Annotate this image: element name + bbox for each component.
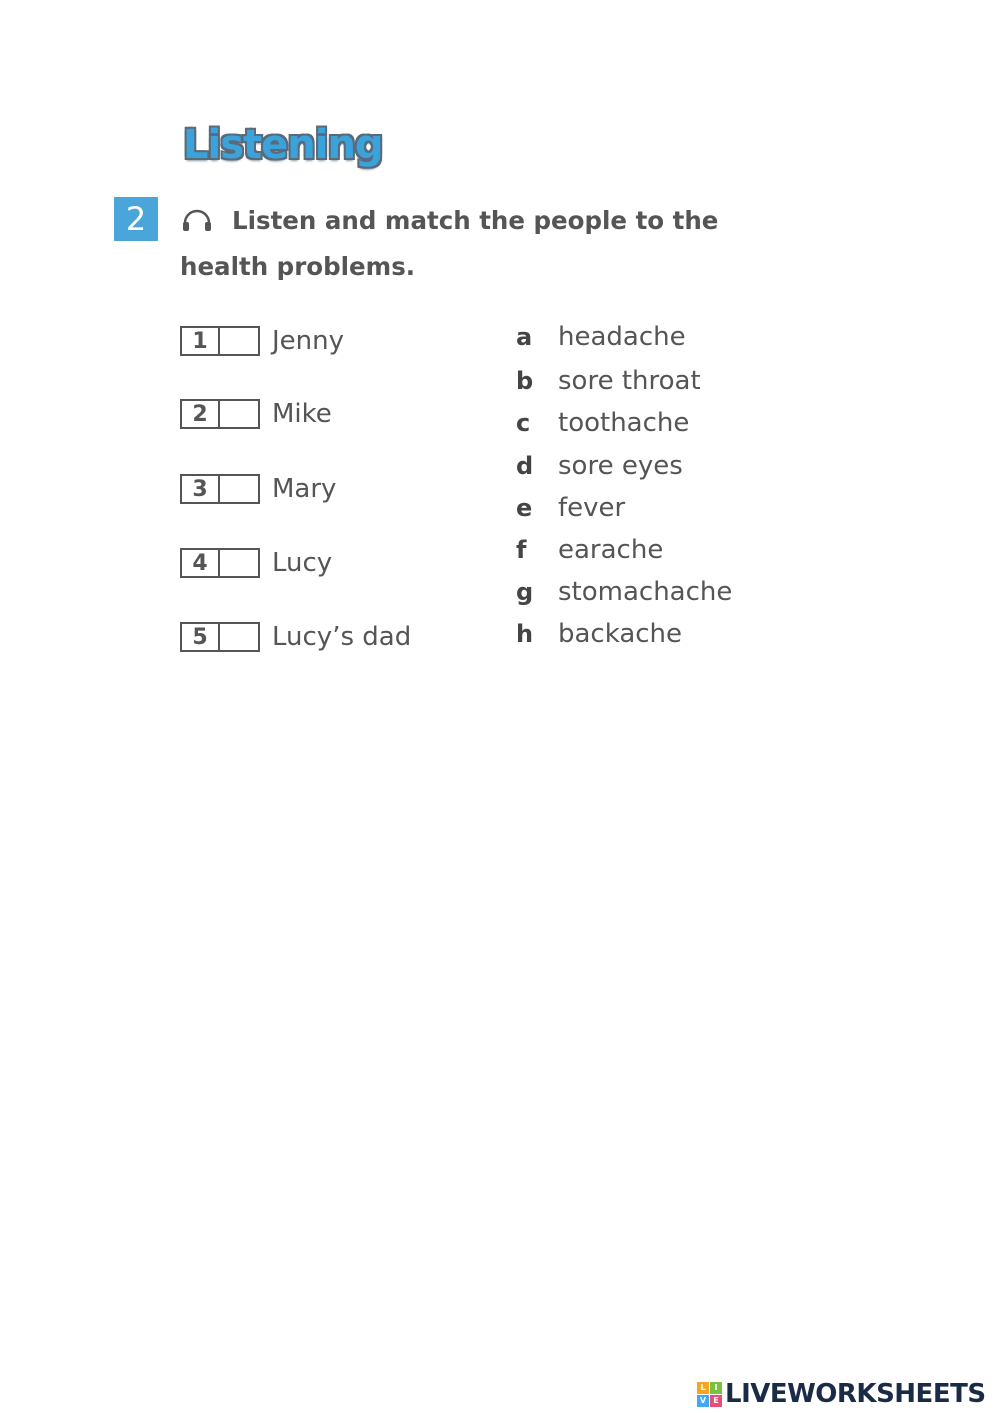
exercise-instruction: Listen and match the people to the health problems. — [180, 206, 719, 281]
person-name: Mary — [272, 474, 337, 504]
person-row — [180, 324, 344, 358]
person-number: 3 — [182, 476, 220, 502]
logo-text: LIVEWORKSHEETS — [725, 1379, 986, 1409]
person-number: 5 — [182, 624, 220, 650]
answer-box — [180, 474, 260, 504]
problem-text: fever — [558, 493, 626, 523]
answer-box — [180, 399, 260, 429]
problem-item — [516, 493, 625, 523]
answer-input[interactable] — [220, 401, 258, 427]
person-number: 2 — [182, 401, 220, 427]
answer-input[interactable] — [220, 476, 258, 502]
liveworksheets-logo — [697, 1380, 986, 1408]
person-number: 4 — [182, 550, 220, 576]
answer-input[interactable] — [220, 550, 258, 576]
person-row — [180, 546, 332, 580]
problem-letter: b — [516, 367, 534, 395]
logo-mark-letter: I — [710, 1382, 722, 1394]
problem-text: earache — [558, 535, 664, 565]
problem-item — [516, 451, 683, 481]
logo-mark-letter: L — [697, 1382, 709, 1394]
problem-text: sore throat — [558, 366, 701, 396]
answer-input[interactable] — [220, 328, 258, 354]
person-name: Lucy’s dad — [272, 622, 412, 652]
problem-text: sore eyes — [558, 451, 683, 481]
person-name: Lucy — [272, 548, 333, 578]
person-row — [180, 472, 336, 506]
problem-letter: a — [516, 323, 533, 351]
problem-item — [516, 619, 682, 649]
problem-text: headache — [558, 322, 686, 352]
problem-letter: h — [516, 620, 534, 648]
person-row — [180, 620, 411, 654]
person-name: Mike — [272, 399, 332, 429]
answer-input[interactable] — [220, 624, 258, 650]
section-title: Listening — [183, 122, 383, 168]
problem-text: backache — [558, 619, 683, 649]
problem-letter: f — [516, 536, 527, 564]
person-row — [180, 397, 332, 431]
logo-mark-icon — [697, 1382, 721, 1406]
problem-letter: g — [516, 578, 534, 606]
problem-letter: e — [516, 494, 533, 522]
answer-box — [180, 622, 260, 652]
logo-mark-letter: V — [697, 1395, 709, 1407]
exercise-number: 2 — [114, 197, 158, 241]
problem-text: toothache — [558, 408, 690, 438]
problem-text: stomachache — [558, 577, 733, 607]
answer-box — [180, 548, 260, 578]
person-name: Jenny — [272, 326, 345, 356]
person-number: 1 — [182, 328, 220, 354]
problem-item — [516, 408, 689, 438]
problem-item — [516, 535, 663, 565]
problem-item — [516, 322, 686, 352]
problem-item — [516, 577, 732, 607]
problem-letter: d — [516, 452, 534, 480]
problem-letter: c — [516, 409, 531, 437]
logo-mark-letter: E — [710, 1395, 722, 1407]
answer-box — [180, 326, 260, 356]
problem-item — [516, 366, 701, 396]
